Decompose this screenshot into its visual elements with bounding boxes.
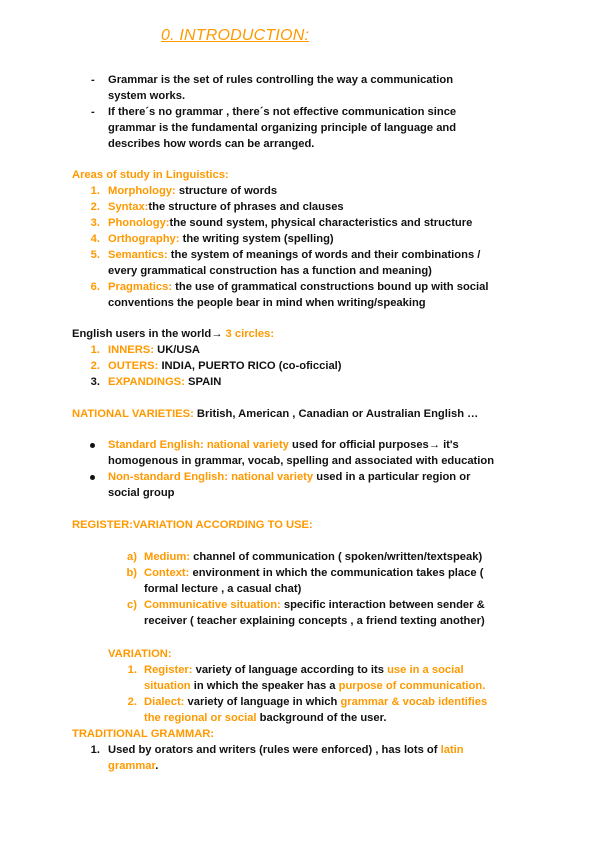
list-term: Pragmatics: [108,281,173,293]
bullet-term: Standard English: national variety [108,439,289,451]
list-text: SPAIN [184,376,222,388]
users-heading-text: English users in the world→ [72,328,226,340]
intro-line: grammar is the fundamental organizing principle of language and [108,122,457,134]
list-term: OUTERS: [108,360,159,372]
list-number: 3. [90,217,100,229]
list-number: 1. [90,344,100,356]
list-highlight: grammar [108,760,156,772]
list-highlight: purpose of communication. [338,680,486,692]
list-text: environment in which the communication takes place ( [189,567,484,579]
list-term: Morphology: [108,185,176,197]
national-text: British, American , Canadian or Australian English … [193,408,479,420]
list-term: Medium: [144,551,190,563]
list-number: 2. [127,696,137,708]
list-item [108,279,488,295]
national-heading [72,406,478,422]
list-item [108,247,480,263]
list-text: the structure of phrases and clauses [148,201,344,213]
list-term: Register: [144,664,193,676]
list-letter: a) [127,551,137,563]
traditional-heading: TRADITIONAL GRAMMAR: [72,728,215,740]
list-item [108,215,472,231]
dash-marker: - [91,106,95,118]
list-item-continuation: formal lecture , a casual chat) [144,583,302,595]
bullet-item [108,437,459,453]
list-item [108,183,277,199]
list-term: Orthography: [108,233,180,245]
national-term: NATIONAL VARIETIES: [72,408,194,420]
list-highlight: latin [440,744,464,756]
list-number: 6. [90,281,100,293]
list-item [108,231,334,247]
list-term: Context: [144,567,190,579]
list-letter: c) [127,599,137,611]
list-text: structure of words [175,185,278,197]
bullet-term: Non-standard English: national variety [108,471,314,483]
list-item-continuation [108,758,158,774]
list-item [108,358,342,374]
list-term: Syntax: [108,201,149,213]
list-item-continuation: every grammatical construction has a function and meaning) [108,265,432,277]
intro-line: describes how words can be arranged. [108,138,315,150]
users-heading [72,326,274,342]
list-item [108,374,221,390]
list-text: specific interaction between sender & [280,599,485,611]
list-text: . [155,760,159,772]
list-text: in which the speaker has a [190,680,339,692]
list-highlight: grammar & vocab identifies [340,696,488,708]
list-text: background of the user. [256,712,387,724]
list-item [144,597,485,613]
list-highlight: situation [144,680,191,692]
page-title: 0. INTRODUCTION: [161,27,310,44]
list-item [108,742,464,758]
list-number: 2. [90,360,100,372]
intro-line: If there´s no grammar , there´s not effective communication since [108,106,457,118]
list-highlight: use in a social [387,664,464,676]
variation-heading: VARIATION: [108,648,172,660]
list-text: INDIA, PUERTO RICO (co-oficcial) [158,360,342,372]
list-text: variety of language according to its [192,664,388,676]
list-text: the system of meanings of words and their combinations / [167,249,481,261]
list-text: the use of grammatical constructions bound up with social [172,281,489,293]
list-item [144,662,464,678]
list-number: 1. [127,664,137,676]
bullet-dot [90,443,95,448]
register-heading: REGISTER:VARIATION ACCORDING TO USE: [72,519,313,531]
list-term: Dialect: [144,696,185,708]
list-item [144,549,482,565]
intro-line: Grammar is the set of rules controlling the way a communication [108,74,454,86]
list-term: Semantics: [108,249,168,261]
list-term: EXPANDINGS: [108,376,185,388]
list-item-continuation: receiver ( teacher explaining concepts , a friend texting another) [144,615,485,627]
list-item-continuation [144,678,485,694]
list-number: 3. [90,376,100,388]
list-number: 2. [90,201,100,213]
list-number: 1. [90,185,100,197]
areas-heading: Areas of study in Linguistics: [72,169,229,181]
list-letter: b) [126,567,137,579]
dash-marker: - [91,74,95,86]
users-heading-highlight: 3 circles: [225,328,275,340]
list-text: the sound system, physical characteristics and structure [169,217,473,229]
list-text: UK/USA [154,344,200,356]
bullet-dot [90,475,95,480]
list-text: variety of language in which [184,696,341,708]
list-term: INNERS: [108,344,154,356]
list-number: 1. [90,744,100,756]
list-term: Communicative situation: [144,599,281,611]
list-item [144,565,483,581]
bullet-continuation: social group [108,487,175,499]
list-term: Phonology: [108,217,170,229]
list-text: channel of communication ( spoken/written/textspeak) [190,551,483,563]
list-text: Used by orators and writers (rules were enforced) , has lots of [108,744,441,756]
list-highlight: the regional or social [144,712,257,724]
list-item [144,694,487,710]
list-number: 5. [90,249,100,261]
list-text: the writing system (spelling) [179,233,334,245]
intro-line: system works. [108,90,186,102]
list-item [108,342,200,358]
list-item [108,199,344,215]
bullet-text: used for official purposes→ it's [288,439,459,451]
bullet-item [108,469,470,485]
list-number: 4. [90,233,100,245]
bullet-text: used in a particular region or [313,471,471,483]
list-item-continuation: conventions the people bear in mind when writing/speaking [108,297,426,309]
list-item-continuation [144,710,386,726]
bullet-continuation: homogenous in grammar, vocab, spelling and associated with education [108,455,495,467]
